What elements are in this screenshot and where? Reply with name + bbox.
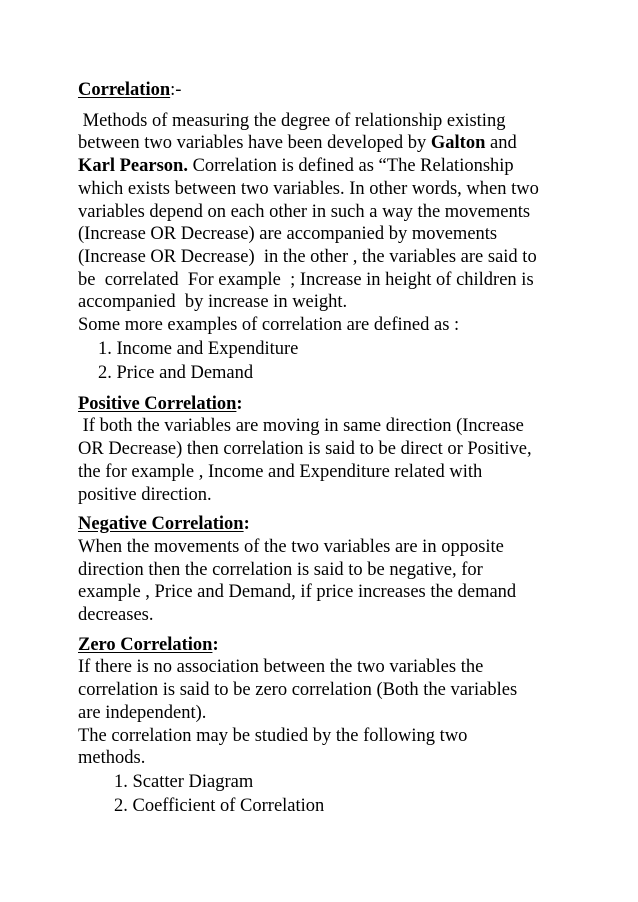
heading-negative-suffix: : bbox=[243, 514, 250, 535]
paragraph-line: are independent). bbox=[78, 702, 207, 723]
name-karl-pearson: Karl Pearson. bbox=[78, 156, 188, 177]
heading-zero-text: Zero Correlation bbox=[78, 634, 213, 655]
section-correlation bbox=[78, 79, 598, 386]
section-negative-correlation bbox=[78, 513, 598, 627]
list-item: 2. Price and Demand bbox=[98, 363, 254, 384]
paragraph-line: positive direction. bbox=[78, 484, 212, 505]
list-item: 1. Income and Expenditure bbox=[98, 338, 299, 359]
paragraph-line: If both the variables are moving in same direction (Increase bbox=[78, 416, 524, 437]
paragraph-line: example , Price and Demand, if price increases the demand bbox=[78, 582, 517, 603]
heading-zero-correlation bbox=[78, 634, 598, 657]
paragraph-line: between two variables have been developed by Galton and bbox=[78, 133, 517, 154]
paragraph-line: be correlated For example ; Increase in height of children is bbox=[78, 269, 534, 290]
heading-correlation bbox=[78, 79, 598, 102]
paragraph-line: direction then the correlation is said to be negative, for bbox=[78, 559, 483, 580]
paragraph-line: methods. bbox=[78, 748, 146, 769]
paragraph-line: the for example , Income and Expenditure related with bbox=[78, 461, 483, 482]
paragraph-line: decreases. bbox=[78, 605, 154, 626]
paragraph-line: Karl Pearson. Correlation is defined as “The Relationship bbox=[78, 156, 514, 177]
paragraph-line: (Increase OR Decrease) in the other , the variables are said to bbox=[78, 246, 537, 267]
heading-negative-text: Negative Correlation bbox=[78, 514, 244, 535]
paragraph-line: When the movements of the two variables are in opposite bbox=[78, 536, 504, 557]
section-positive-correlation bbox=[78, 393, 598, 507]
paragraph-line: If there is no association between the two variables the bbox=[78, 657, 484, 678]
heading-correlation-suffix: :- bbox=[170, 80, 182, 100]
heading-positive-text: Positive Correlation bbox=[78, 393, 237, 414]
document-body bbox=[78, 79, 598, 819]
paragraph-line: Some more examples of correlation are defined as : bbox=[78, 315, 460, 336]
paragraph-line: OR Decrease) then correlation is said to be direct or Positive, bbox=[78, 439, 532, 460]
heading-positive-suffix: : bbox=[236, 393, 243, 414]
paragraph-line: The correlation may be studied by the following two bbox=[78, 725, 468, 746]
paragraph-line: accompanied by increase in weight. bbox=[78, 292, 348, 313]
paragraph-line: which exists between two variables. In other words, when two bbox=[78, 178, 539, 199]
heading-negative-correlation bbox=[78, 513, 598, 536]
list-item: 1. Scatter Diagram bbox=[114, 771, 254, 792]
heading-positive-correlation bbox=[78, 393, 598, 416]
section-zero-correlation bbox=[78, 634, 598, 819]
heading-correlation-text: Correlation bbox=[78, 80, 171, 100]
heading-zero-suffix: : bbox=[212, 634, 219, 655]
paragraph-line: variables depend on each other in such a way the movements bbox=[78, 201, 531, 222]
examples-list bbox=[78, 337, 598, 386]
methods-list bbox=[78, 770, 598, 819]
paragraph-line: correlation is said to be zero correlation (Both the variables bbox=[78, 680, 518, 701]
name-galton: Galton bbox=[430, 133, 486, 154]
list-item: 2. Coefficient of Correlation bbox=[114, 796, 325, 817]
paragraph-line: Methods of measuring the degree of relationship existing bbox=[78, 110, 506, 131]
paragraph-line: (Increase OR Decrease) are accompanied by movements bbox=[78, 224, 498, 245]
